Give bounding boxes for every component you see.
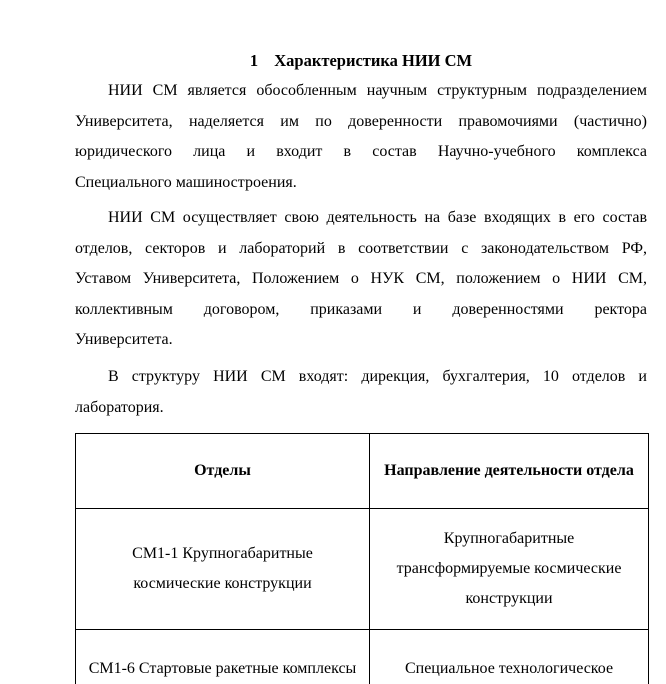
table-row: [76, 630, 649, 684]
table-row: [76, 509, 649, 630]
cell-line: СМ1-6 Стартовые ракетные комплексы: [88, 660, 357, 677]
cell-line: СМ1-1 Крупногабаритные: [132, 545, 313, 562]
paragraph-line: лаборатория.: [75, 398, 164, 416]
section-title: Характеристика НИИ СМ: [274, 51, 473, 70]
cell-line: космические конструкции: [133, 575, 312, 592]
paragraph-structure: [75, 362, 647, 423]
paragraph-line: коллективным договором, приказами и доверенностями ректора: [75, 300, 647, 318]
column-header-departments: Отделы: [76, 434, 370, 509]
departments-table: [75, 433, 649, 684]
direction-cell: [370, 630, 649, 684]
paragraph-line: Университета.: [75, 331, 173, 348]
paragraph-line: юридического лица и входит в состав Научно-учебного комплекса: [75, 143, 647, 160]
paragraph-activity: [75, 203, 647, 356]
section-heading: [0, 51, 666, 71]
paragraph-line: Уставом Университета, Положением о НУК СМ, положением о НИИ СМ,: [75, 270, 647, 287]
direction-cell: [370, 509, 649, 630]
department-cell: [76, 509, 370, 630]
paragraph-line: отделов, секторов и лабораторий в соответствии с законодательством РФ,: [75, 239, 647, 257]
section-number: 1: [249, 51, 259, 70]
cell-line: конструкции: [465, 590, 553, 607]
table-header-row: [76, 434, 649, 509]
paragraph-line: В структуру НИИ СМ входят: дирекция, бухгалтерия, 10 отделов и: [108, 368, 647, 385]
column-header-direction: Направление деятельности отдела: [370, 434, 649, 509]
paragraph-about: [75, 76, 647, 198]
paragraph-line: Специального машиностроения.: [75, 173, 297, 191]
cell-line: Специальное технологическое: [404, 660, 614, 677]
paragraph-line: НИИ СМ осуществляет свою деятельность на базе входящих в его состав: [108, 209, 647, 226]
cell-line: трансформируемые космические: [396, 560, 622, 577]
department-cell: [76, 630, 370, 684]
paragraph-line: НИИ СМ является обособленным научным структурным подразделением: [108, 82, 647, 99]
cell-line: Крупногабаритные: [443, 530, 575, 547]
paragraph-line: Университета, наделяется им по доверенности правомочиями (частично): [75, 112, 647, 130]
